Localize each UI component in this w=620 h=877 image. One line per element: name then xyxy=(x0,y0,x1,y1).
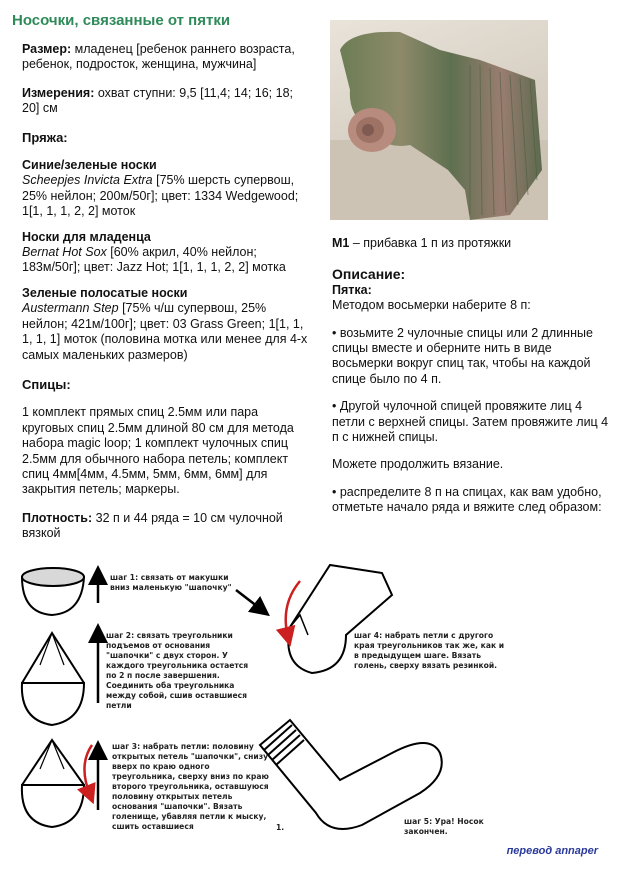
needles-heading: Спицы: xyxy=(22,376,71,392)
yarn-heading: Пряжа: xyxy=(22,129,68,145)
step-3-caption: шаг 3: набрать петли: половину открытых петель "шапочки", снизу вверх по краю одного треугольника, сверху вниз по краю второго треугольника, оставшуюся половину открытых петель основания "шапочки". Вязать голенище, убавляя петли к мыску, сшить оставшиеся xyxy=(112,742,269,831)
sock-photo xyxy=(330,20,548,220)
cap-pickup-shape xyxy=(22,740,84,827)
red-pickup-arrow xyxy=(84,745,92,795)
left-column xyxy=(22,42,312,555)
m1-line: M1 – прибавка 1 п из протяжки xyxy=(332,236,512,250)
bullet-item: • Другой чулочной спицей провяжите лиц 4 петли с верхней спицы. Затем провяжите лиц 4 п с нижней спицы. xyxy=(332,399,609,445)
yarn-item xyxy=(22,286,312,363)
yarn-name: Зеленые полосатые носки xyxy=(22,285,188,300)
continue-text: Можете продолжить вязание. xyxy=(332,457,504,472)
cap-triangles-shape xyxy=(22,633,84,725)
yarn-item xyxy=(22,158,312,220)
bullet-item: • возьмите 2 чулочные спицы или 2 длинные спицы вместе и оберните нить в виде восьмерки вокруг спиц так, чтобы на каждой спице было по 4 п. xyxy=(332,325,593,386)
description-heading: Описание: xyxy=(332,266,406,283)
sock-illustration xyxy=(330,20,548,220)
step-1-caption: шаг 1: связать от макушки вниз маленькую "шапочку" xyxy=(110,573,232,592)
yarn-item xyxy=(22,230,312,276)
needles-text: 1 комплект прямых спиц 2.5мм или пара круговых спиц 2.5мм длиной 80 см для метода набора magic loop; 1 комплект чулочных спиц 2.5мм для обычного набора петель; комплект спиц 4мм[4мм, 4.5мм, 5мм, 6мм, 6мм] для закрытия петель; маркеры. xyxy=(22,405,294,497)
cap-shape xyxy=(22,568,84,615)
page-title: Носочки, связанные от пятки xyxy=(12,12,231,29)
heel-heading: Пятка: xyxy=(332,282,372,297)
yarn-desc: Scheepjes Invicta Extra [75% шерсть супервош, 25% нейлон; 200м/50г]; цвет: 1334 Wedgewood; 1[1, 1, 1, 2, 2] моток xyxy=(22,173,299,219)
yarn-name: Синие/зеленые носки xyxy=(22,158,157,173)
yarn-name: Носки для младенца xyxy=(22,229,151,244)
right-column xyxy=(332,236,610,528)
bullet-item: • распределите 8 п на спицах, как вам удобно, отметьте начало ряда и вяжите след образом: xyxy=(332,484,602,515)
yarn-desc: Austermann Step [75% ч/ш супервош, 25% нейлон; 421м/100г]; цвет: 03 Grass Green; 1[1, 1, 1, 1, 1] моток (половина мотка или менее для 4-х самых маленьких размеров) xyxy=(22,301,308,362)
step-4-caption: шаг 4: набрать петли с другого края треугольников так же, как и в предыдущем шаге. Вязать голень, сверху вязать резинкой. xyxy=(354,631,505,670)
step-2-caption: шаг 2: связать треугольники подъемов от основания "шапочки" с двух сторон. У каждого треугольника остается по 2 п после завершения. Соединить оба треугольника между собой, сшив оставшиеся петли xyxy=(106,631,249,710)
measurements-line: Измерения: охват ступни: 9,5 [11,4; 14; 16; 18; 20] см xyxy=(22,85,293,116)
heel-intro: Методом восьмерки наберите 8 п: xyxy=(332,298,531,313)
gauge-line: Плотность: 32 п и 44 ряда = 10 см чулочной вязкой xyxy=(22,510,283,541)
yarn-desc: Bernat Hot Sox [60% акрил, 40% нейлон; 183м/50г]; цвет: Jazz Hot; 1[1, 1, 1, 2, 2] мотка xyxy=(22,245,286,275)
step-5-caption: шаг 5: Ура! Носок закончен. xyxy=(404,817,484,836)
diagram-drawing xyxy=(0,555,620,877)
finished-sock-shape xyxy=(260,720,442,829)
size-line: Размер: младенец [ребенок раннего возраста, ребенок, подросток, женщина, мужчина] xyxy=(22,42,295,72)
translation-credit: перевод annaper xyxy=(506,845,598,857)
footnote-number: 1. xyxy=(276,823,285,832)
construction-diagram xyxy=(0,555,620,877)
step-arrow xyxy=(236,590,262,610)
